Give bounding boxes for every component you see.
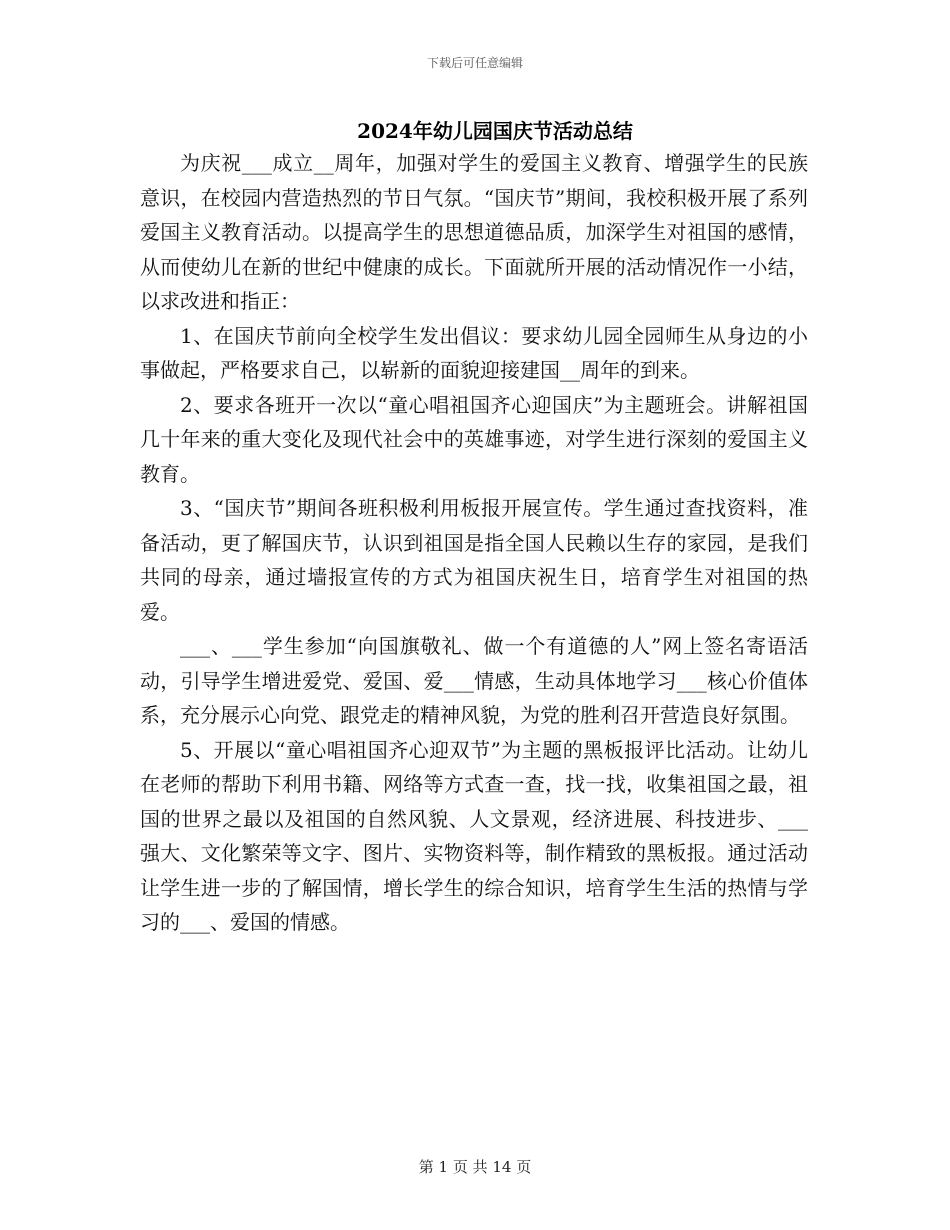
paragraph-intro: 为庆祝___成立__周年，加强对学生的爱国主义教育、增强学生的民族意识，在校园内营造热烈的节日气氛。“国庆节”期间，我校积极开展了系列爱国主义教育活动。以提高学生的思想道德品质，加深学生对祖国的感情，从而使幼儿在新的世纪中健康的成长。下面就所开展的活动情况作一小结，以求改进和指正：: [140, 151, 808, 313]
paragraph-item-1: 1、在国庆节前向全校学生发出倡议：要求幼儿园全园师生从身边的小事做起，严格要求自己，以崭新的面貌迎接建国__周年的到来。: [140, 323, 808, 382]
document-body: [140, 146, 808, 940]
paragraph-item-4: ___、___学生参加“向国旗敬礼、做一个有道德的人”网上签名寄语活动，引导学生增进爱党、爱国、爱___情感，生动具体地学习___核心价值体系，充分展示心向党、跟党走的精神风貌，为党的胜利召开营造良好氛围。: [140, 634, 808, 727]
header-note: 下载后可任意编辑: [426, 56, 523, 70]
page-number: 第 1 页 共 14 页: [418, 1158, 532, 1176]
paragraph-item-3: 3、“国庆节”期间各班积极利用板报开展宣传。学生通过查找资料，准备活动，更了解国庆节，认识到祖国是指全国人民赖以生存的家园，是我们共同的母亲，通过墙报宣传的方式为祖国庆祝生日，培育学生对祖国的热爱。: [140, 496, 808, 624]
document-title: 2024年幼儿园国庆节活动总结: [357, 119, 633, 143]
paragraph-item-5: 5、开展以“童心唱祖国齐心迎双节”为主题的黑板报评比活动。让幼儿在老师的帮助下利用书籍、网络等方式查一查，找一找，收集祖国之最，祖国的世界之最以及祖国的自然风貌、人文景观，经济进展、科技进步、___强大、文化繁荣等文字、图片、实物资料等，制作精致的黑板报。通过活动让学生进一步的了解国情，增长学生的综合知识，培育学生生活的热情与学习的___、爱国的情感。: [140, 737, 808, 934]
paragraph-item-2: 2、要求各班开一次以“童心唱祖国齐心迎国庆”为主题班会。讲解祖国几十年来的重大变化及现代社会中的英雄事迹，对学生进行深刻的爱国主义教育。: [140, 392, 808, 486]
